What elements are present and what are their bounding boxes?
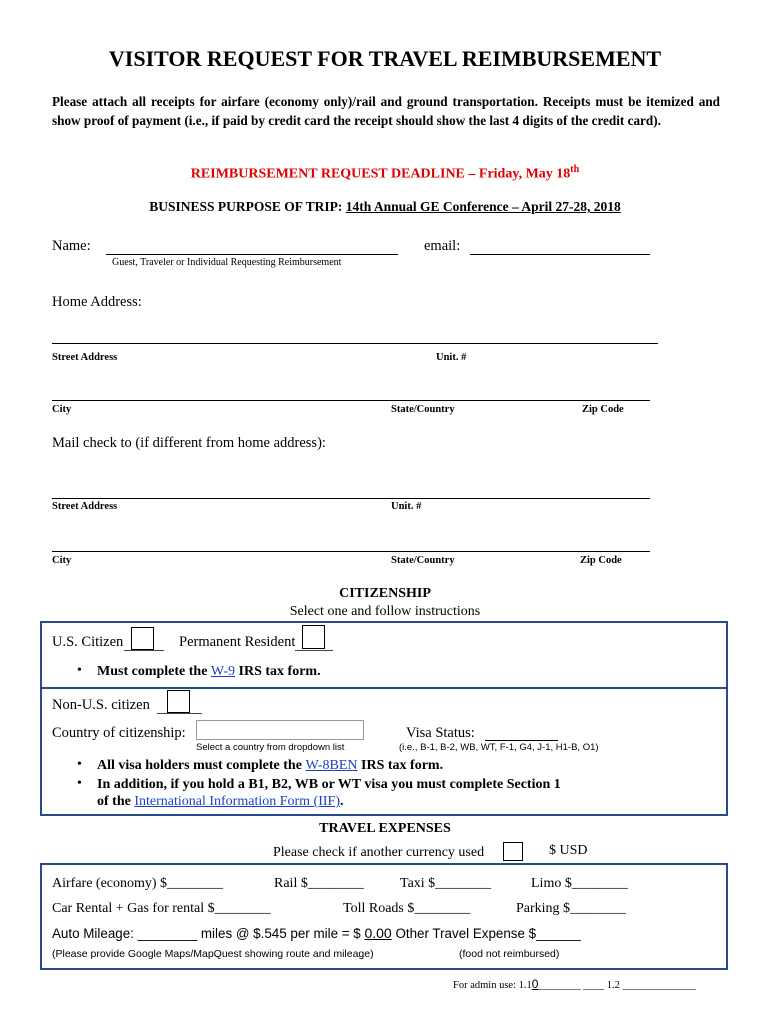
name-field[interactable] xyxy=(106,254,398,255)
home-address-label: Home Address: xyxy=(52,294,142,310)
purpose-value: 14th Annual GE Conference – April 27-28, 2018 xyxy=(345,199,621,214)
other-currency-checkbox[interactable] xyxy=(503,842,523,861)
name-label: Name: xyxy=(52,238,91,254)
w9-post: IRS tax form. xyxy=(235,664,321,679)
admin-use-row xyxy=(453,977,696,991)
business-purpose xyxy=(0,199,770,215)
us-citizen-underline xyxy=(124,650,164,651)
limo-field[interactable]: Limo $________ xyxy=(531,876,628,891)
rail-field[interactable]: Rail $________ xyxy=(274,876,364,891)
email-label: email: xyxy=(424,238,461,254)
iif-instruction-line2 xyxy=(97,794,344,810)
bullet-icon: • xyxy=(77,663,82,678)
page-title: VISITOR REQUEST FOR TRAVEL REIMBURSEMENT xyxy=(108,46,662,71)
b1-pre: All visa holders must complete the xyxy=(97,758,306,773)
permanent-resident-label: Permanent Resident xyxy=(179,634,296,650)
mileage-note: (Please provide Google Maps/MapQuest showing route and mileage) xyxy=(52,948,374,960)
mileage-total[interactable]: 0.00 xyxy=(364,925,392,941)
non-us-underline xyxy=(157,713,202,714)
country-dropdown[interactable] xyxy=(196,720,364,740)
b2-post: . xyxy=(340,794,344,809)
visa-hint: (i.e., B-1, B-2, WB, WT, F-1, G4, J-1, H1-B, O1) xyxy=(399,742,599,753)
mail-unit-label: Unit. # xyxy=(391,501,422,512)
purpose-label: BUSINESS PURPOSE OF TRIP: xyxy=(149,199,343,214)
admin-rest: ________ ____ 1.2 ______________ xyxy=(538,980,696,991)
deadline-text xyxy=(0,164,770,183)
home-street-label: Street Address xyxy=(52,352,118,363)
intro-text: Please attach all receipts for airfare (economy only)/rail and ground transportation. Receipts must be itemized and show proof of payment (i.e., if paid by credit card the receipt should show the last 4 digits of the credit card). xyxy=(52,94,720,128)
b1-post: IRS tax form. xyxy=(357,758,444,773)
food-note: (food not reimbursed) xyxy=(459,948,560,960)
permanent-resident-checkbox[interactable] xyxy=(302,625,325,649)
non-us-citizen-label: Non-U.S. citizen xyxy=(52,697,150,713)
travel-expenses-heading: TRAVEL EXPENSES xyxy=(319,821,451,836)
home-city-field[interactable] xyxy=(52,400,650,401)
home-unit-label: Unit. # xyxy=(436,352,467,363)
iif-link[interactable]: International Information Form (IIF) xyxy=(134,794,340,809)
visa-status-field[interactable] xyxy=(485,740,558,741)
country-label: Country of citizenship: xyxy=(52,725,186,741)
mail-street-label: Street Address xyxy=(52,501,118,512)
non-us-citizen-checkbox[interactable] xyxy=(167,690,190,713)
mail-city-label: City xyxy=(52,555,72,566)
home-state-label: State/Country xyxy=(391,404,455,415)
toll-roads-field[interactable]: Toll Roads $________ xyxy=(343,901,471,916)
us-citizen-label: U.S. Citizen xyxy=(52,634,124,650)
visa-status-label: Visa Status: xyxy=(406,725,475,741)
w9-link[interactable]: W-9 xyxy=(210,664,236,679)
us-citizen-checkbox[interactable] xyxy=(131,627,154,650)
home-street-field[interactable] xyxy=(52,343,658,344)
home-city-label: City xyxy=(52,404,72,415)
citizenship-instructions: Select one and follow instructions xyxy=(289,604,481,619)
email-field[interactable] xyxy=(470,254,650,255)
country-hint: Select a country from dropdown list xyxy=(196,742,345,753)
citizenship-heading: CITIZENSHIP xyxy=(339,586,431,601)
car-rental-field[interactable]: Car Rental + Gas for rental $________ xyxy=(52,901,271,916)
parking-field[interactable]: Parking $________ xyxy=(516,901,627,916)
mileage-row xyxy=(52,925,581,941)
admin-label: For admin use: 1.1 xyxy=(453,980,532,991)
currency-label: Please check if another currency used xyxy=(273,845,485,860)
iif-instruction-line1: In addition, if you hold a B1, B2, WB or WT visa you must complete Section 1 xyxy=(97,777,561,792)
bullet-icon: • xyxy=(77,776,82,791)
admin-value: 0 xyxy=(531,977,539,991)
usd-label: $ USD xyxy=(549,843,588,858)
w8ben-instruction xyxy=(97,758,443,774)
taxi-field[interactable]: Taxi $________ xyxy=(400,876,492,891)
b2-pre: of the xyxy=(97,794,135,809)
deadline-main: REIMBURSEMENT REQUEST DEADLINE – Friday, May 18 xyxy=(190,166,571,182)
mail-street-field[interactable] xyxy=(52,498,650,499)
mail-state-label: State/Country xyxy=(391,555,455,566)
w8ben-link[interactable]: W-8BEN xyxy=(305,758,358,773)
deadline-sup: th xyxy=(570,164,580,175)
w9-instruction xyxy=(97,664,321,680)
w9-pre: Must complete the xyxy=(97,664,211,679)
airfare-field[interactable]: Airfare (economy) $________ xyxy=(52,876,224,891)
mail-city-field[interactable] xyxy=(52,551,650,552)
name-sub-label: Guest, Traveler or Individual Requesting Reimbursement xyxy=(112,257,342,268)
other-expense-label: Other Travel Expense $______ xyxy=(391,926,581,941)
perm-res-underline xyxy=(295,650,333,651)
home-zip-label: Zip Code xyxy=(582,404,624,415)
mail-zip-label: Zip Code xyxy=(580,555,622,566)
mail-check-label: Mail check to (if different from home address): xyxy=(52,435,326,451)
mileage-label: Auto Mileage: ________ miles @ $.545 per mile = $ xyxy=(52,926,365,941)
bullet-icon: • xyxy=(77,757,82,772)
